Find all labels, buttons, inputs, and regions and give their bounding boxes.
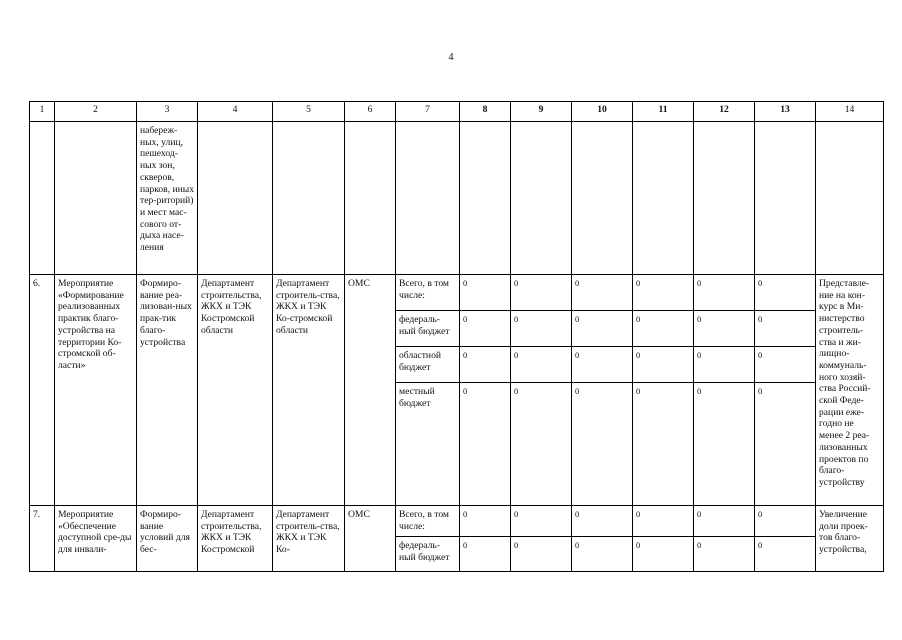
funding-value: 0 [511,275,572,311]
funding-value: 0 [633,506,694,537]
funding-value: 0 [755,347,816,383]
funding-value: 0 [572,311,633,347]
funding-value: 0 [460,311,511,347]
funding-value: 0 [511,537,572,572]
funding-value: 0 [572,537,633,572]
header-col-10: 10 [572,102,633,122]
header-col-14: 14 [816,102,884,122]
cell-goal-continuation: набереж-ных, улиц, пешеход-ных зон, скверов, парков, иных тер-риторий) и мест мас-сового от-дыха насе-ления [137,122,198,275]
row-number: 6. [30,275,55,506]
header-row [30,102,884,122]
expected-result: Увеличение доли проек-тов благо-устройства, [816,506,884,572]
funding-source-label: Всего, в том числе: [396,506,460,537]
funding-value: 0 [755,506,816,537]
funding-value: 0 [572,275,633,311]
header-col-5: 5 [273,102,345,122]
measure-participant: ОМС [345,506,396,572]
measure-executor: Департамент строительства, ЖКХ и ТЭК Костромской [198,506,273,572]
measure-participant: ОМС [345,275,396,506]
expected-result: Представле-ние на кон-курс в Ми-нистерство строитель-ства и жи-лищно-коммуналь-ного хозяй-ства Россий-ской Феде-рации еже-годно не менее 2 реа-лизованных проектов по благо-устройству [816,275,884,506]
header-col-9: 9 [511,102,572,122]
cell [755,122,816,275]
cell [694,122,755,275]
cell [273,122,345,275]
funding-value: 0 [694,383,755,506]
header-col-1: 1 [30,102,55,122]
cell [30,122,55,275]
measure-name: Мероприятие «Формирование реализованных практик благо-устройства на территории Ко-стромской об-ласти» [55,275,137,506]
funding-value: 0 [572,506,633,537]
funding-source-label: федераль-ный бюджет [396,311,460,347]
funding-source-label: федераль-ный бюджет [396,537,460,572]
measure-executor: Департамент строительства, ЖКХ и ТЭК Костромской области [198,275,273,506]
measures-table [29,101,884,572]
funding-value: 0 [572,383,633,506]
funding-value: 0 [460,347,511,383]
funding-value: 0 [694,537,755,572]
header-col-8: 8 [460,102,511,122]
funding-source-label: местный бюджет [396,383,460,506]
cell [816,122,884,275]
funding-value: 0 [755,311,816,347]
funding-source-label: областной бюджет [396,347,460,383]
funding-value: 0 [755,383,816,506]
table-row-6 [30,275,884,311]
measure-coexecutor: Департамент строитель-ства, ЖКХ и ТЭК Ко-стромской области [273,275,345,506]
funding-value: 0 [511,311,572,347]
funding-value: 0 [755,275,816,311]
funding-value: 0 [694,506,755,537]
header-col-2: 2 [55,102,137,122]
funding-value: 0 [460,383,511,506]
funding-value: 0 [572,347,633,383]
funding-source-label: Всего, в том числе: [396,275,460,311]
measure-name: Мероприятие «Обеспечение доступной сре-ды для инвали- [55,506,137,572]
funding-value: 0 [460,275,511,311]
header-col-6: 6 [345,102,396,122]
funding-value: 0 [511,506,572,537]
funding-value: 0 [694,275,755,311]
header-col-7: 7 [396,102,460,122]
funding-value: 0 [694,347,755,383]
header-col-3: 3 [137,102,198,122]
cell [572,122,633,275]
funding-value: 0 [511,347,572,383]
page-number: 4 [448,52,454,63]
table-row-7 [30,506,884,537]
funding-value: 0 [633,537,694,572]
funding-value: 0 [755,537,816,572]
cell [460,122,511,275]
cell [633,122,694,275]
funding-value: 0 [694,311,755,347]
funding-value: 0 [633,275,694,311]
measure-goal: Формиро-вание условий для бес- [137,506,198,572]
measure-goal: Формиро-вание реа-лизован-ных прак-тик благо-устройства [137,275,198,506]
funding-value: 0 [460,506,511,537]
header-col-4: 4 [198,102,273,122]
funding-value: 0 [511,383,572,506]
funding-value: 0 [633,347,694,383]
header-col-11: 11 [633,102,694,122]
table-row-continuation [30,122,884,275]
funding-value: 0 [460,537,511,572]
cell [511,122,572,275]
cell [198,122,273,275]
row-number: 7. [30,506,55,572]
header-col-13: 13 [755,102,816,122]
funding-value: 0 [633,383,694,506]
cell [396,122,460,275]
funding-value: 0 [633,311,694,347]
header-col-12: 12 [694,102,755,122]
measure-coexecutor: Департамент строитель-ства, ЖКХ и ТЭК Ко- [273,506,345,572]
cell [55,122,137,275]
cell [345,122,396,275]
